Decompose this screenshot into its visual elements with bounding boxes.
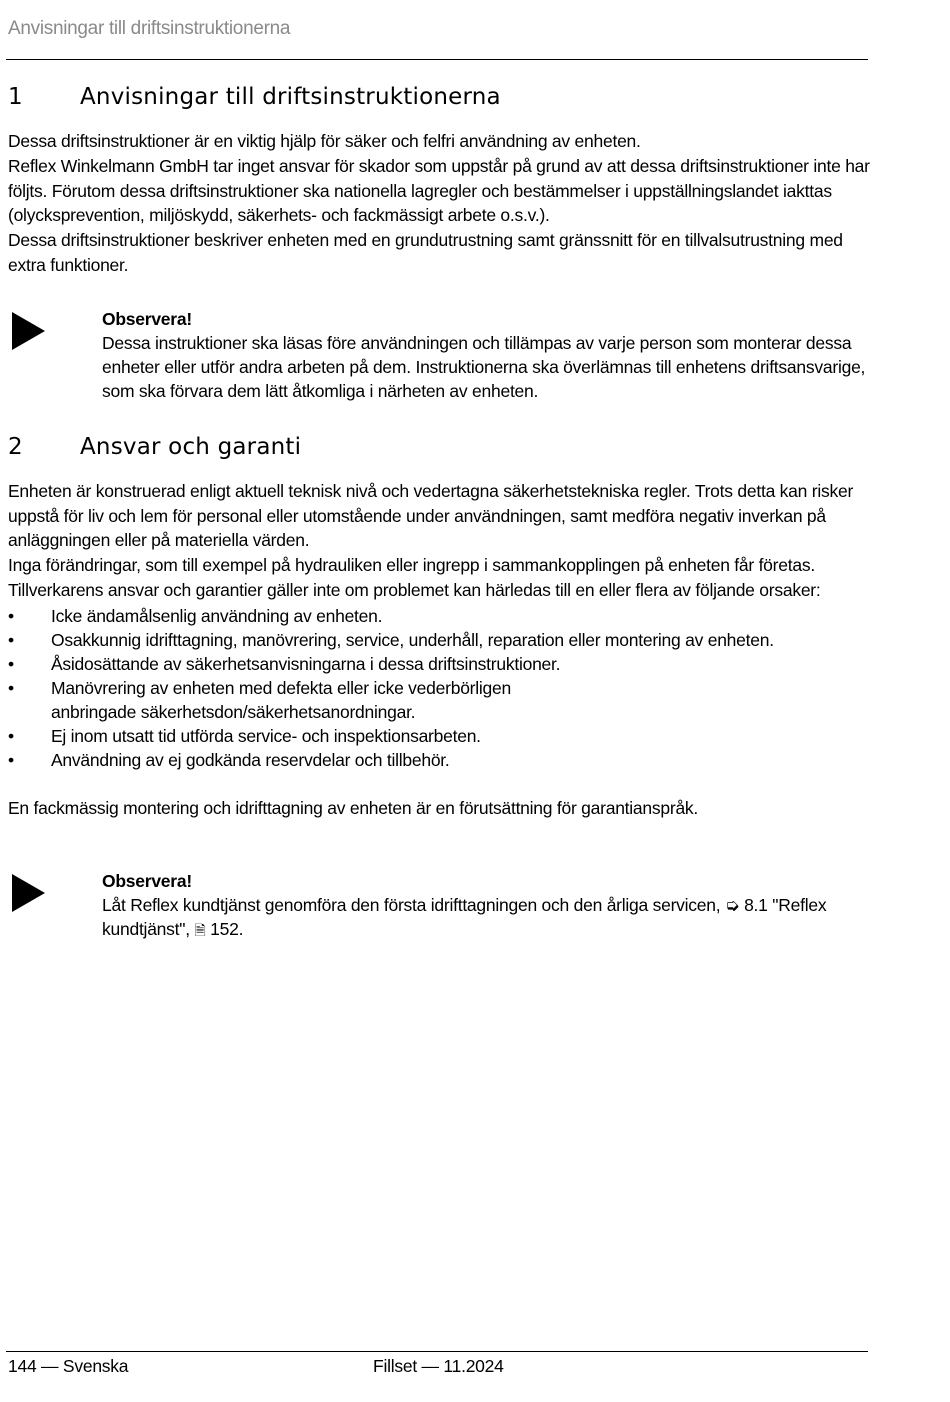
arrow-right-icon (12, 312, 45, 350)
note-text (102, 893, 842, 943)
bullet-icon: • (8, 750, 14, 770)
note-text: Dessa instruktioner ska läsas före användningen och tillämpas av varje person som monterar dessa enheter eller utför andra arbeten på dem. Instruktionerna ska överlämnas till enhetens driftsansvarige, som ska förvara dem lätt åtkomliga i närheten av enheten. (102, 333, 866, 401)
list-item-text: Ej inom utsatt tid utförda service- och inspektionsarbeten. (51, 726, 481, 746)
header-divider (6, 59, 868, 60)
footer-page-language: 144 — Svenska (8, 1356, 129, 1376)
list-item-text: Åsidosättande av säkerhetsanvisningarna i dessa driftsinstruktioner. (51, 654, 561, 674)
list-item-text: Användning av ej godkända reservdelar och tillbehör. (51, 750, 450, 770)
warranty-condition: En fackmässig montering och idrifttagning av enheten är en förutsättning för garantianspråk. (8, 798, 699, 818)
list-item (8, 724, 872, 748)
section-2-paragraph-3: Tillverkarens ansvar och garantier gäller inte om problemet kan härledas till en eller flera av följande orsaker: (8, 580, 821, 600)
section-1-heading (8, 84, 501, 110)
section-1-paragraph-1: Dessa driftsinstruktioner är en viktig hjälp för säker och felfri användning av enheten. (8, 131, 641, 151)
list-item-text: Osakkunnig idrifttagning, manövrering, service, underhåll, reparation eller montering av enheten. (51, 630, 774, 650)
section-2-paragraph-1: Enheten är konstruerad enligt aktuell teknisk nivå och vedertagna säkerhetstekniska regler. Trots detta kan risker uppstå för liv och lem för personal eller utomstående under användningen, samt medföra negativ inverkan på anläggningen eller på materiella värden. (8, 481, 854, 550)
reference-arrow-icon: ➭ (725, 895, 740, 915)
list-item (8, 748, 872, 772)
section-1-paragraph-2: Reflex Winkelmann GmbH tar inget ansvar för skador som uppstår på grund av att dessa driftsinstruktioner inte har följts. Förutom dessa driftsinstruktioner ska nationella lagregler och bestämmelser i uppställningslandet iakttas (olycksprevention, miljöskydd, säkerhets- och fackmässigt arbete o.s.v.). (8, 156, 870, 225)
section-2-title: Ansvar och garanti (80, 434, 302, 460)
list-item (8, 628, 872, 652)
note-title: Observera! (102, 309, 192, 329)
list-item-text: Icke ändamålsenlig användning av enheten. (51, 606, 383, 626)
list-item (8, 652, 872, 676)
list-item (8, 676, 872, 724)
list-item-text: Manövrering av enheten med defekta eller icke vederbörligen anbringade säkerhetsdon/säkerhetsanordningar. (51, 678, 511, 722)
page-reference-link[interactable]: 152. (210, 919, 244, 939)
section-2-heading (8, 434, 301, 460)
footer-divider (6, 1351, 868, 1352)
arrow-right-icon (12, 874, 45, 912)
section-1-paragraph-3: Dessa driftsinstruktioner beskriver enheten med en grundutrustning samt gränssnitt för en tillvalsutrustning med extra funktioner. (8, 230, 843, 275)
section-2-note (102, 869, 842, 943)
note-title: Observera! (102, 871, 192, 891)
bullet-icon: • (8, 606, 14, 626)
section-2-number: 2 (8, 434, 23, 460)
section-1-title: Anvisningar till driftsinstruktionerna (80, 84, 501, 110)
footer-product-date: Fillset — 11.2024 (373, 1356, 504, 1376)
bullet-icon: • (8, 630, 14, 650)
running-header: Anvisningar till driftsinstruktionerna (8, 18, 291, 39)
note-text-before: Låt Reflex kundtjänst genomföra den första idrifttagningen och den årliga servicen, (102, 895, 721, 915)
section-reference-link[interactable]: 8.1 "Reflex kundtjänst", (102, 895, 827, 939)
cause-list (8, 604, 872, 772)
bullet-icon: • (8, 726, 14, 746)
section-1-number: 1 (8, 84, 23, 110)
bullet-icon: • (8, 654, 14, 674)
section-2-paragraph-2: Inga förändringar, som till exempel på hydrauliken eller ingrepp i sammankopplingen på enheten får företas. (8, 555, 815, 575)
section-1-note (102, 307, 872, 403)
page-icon: 🗎 (194, 923, 206, 939)
bullet-icon: • (8, 678, 14, 698)
list-item (8, 604, 872, 628)
